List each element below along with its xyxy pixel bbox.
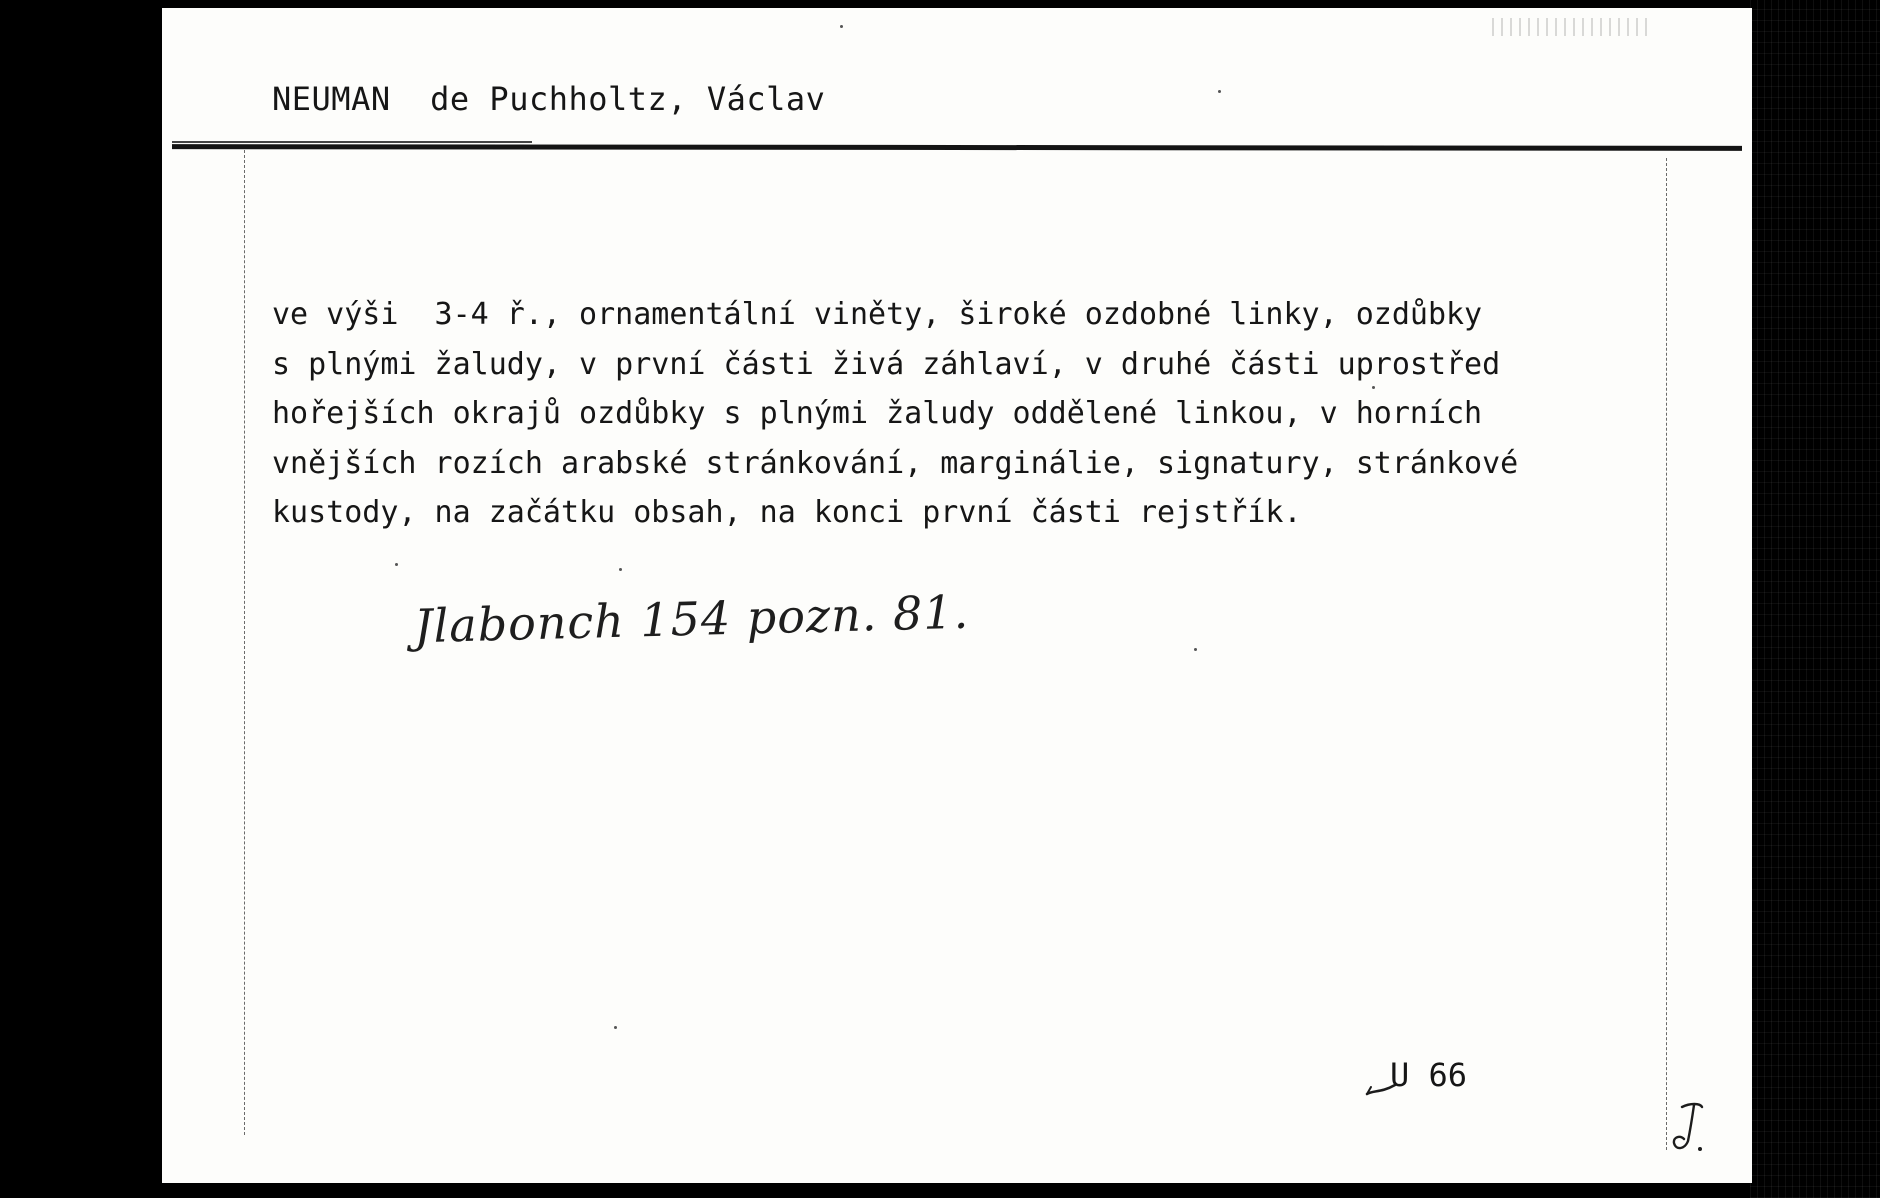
scan-speck [614, 1026, 617, 1029]
reference-code: U 66 [1390, 1056, 1468, 1094]
scan-edge-noise [1750, 0, 1880, 1198]
heading-rule [172, 144, 1742, 151]
scan-speck [1194, 648, 1197, 651]
scan-speck [395, 563, 398, 566]
right-margin-line [1666, 158, 1667, 1150]
left-margin-line [244, 150, 245, 1135]
card-heading: NEUMAN de Puchholtz, Václav [272, 80, 826, 118]
handwritten-initial-icon [1668, 1101, 1708, 1157]
scan-artifact [1492, 18, 1652, 36]
scan-speck [1372, 386, 1375, 389]
body-line: vnějších rozích arabské stránkování, marginálie, signatury, stránkové [272, 445, 1519, 481]
scan-speck [840, 25, 843, 28]
body-line: ve výši 3-4 ř., ornamentální viněty, široké ozdobné linky, ozdůbky [272, 297, 1483, 332]
card-body-text [272, 290, 1518, 538]
catalog-card [162, 8, 1752, 1183]
body-line: hořejších okrajů ozdůbky s plnými žaludy oddělené linkou, v horních [272, 396, 1483, 431]
body-line: s plnými žaludy, v první části živá záhlaví, v druhé části uprostřed [272, 346, 1501, 382]
scan-speck [619, 568, 622, 571]
heading-rule-thin [172, 141, 532, 143]
body-line: kustody, na začátku obsah, na konci první části rejstřík. [272, 495, 1302, 530]
scan-speck [1218, 90, 1221, 93]
handwritten-note: Jlabonch 154 pozn. 81. [413, 584, 970, 654]
